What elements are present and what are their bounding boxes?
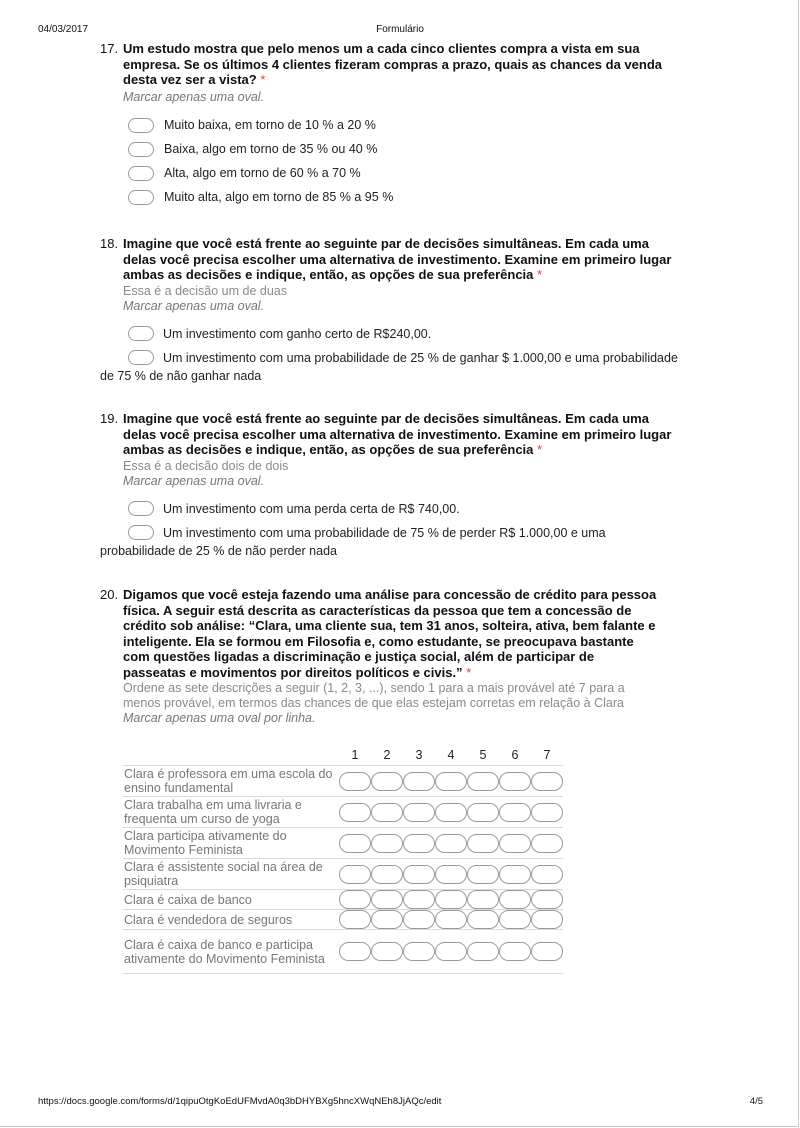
option-item[interactable]: Muito baixa, em torno de 10 % a 20 %: [123, 118, 680, 133]
radio-oval[interactable]: [128, 190, 154, 205]
option-item[interactable]: Muito alta, algo em torno de 85 % a 95 %: [123, 190, 680, 205]
page-url: https://docs.google.com/forms/d/1qipuOtgKoEdUFMvdA0q3bDHYBXg5hncXWqNEh8JjAQc/edit: [38, 1096, 442, 1107]
radio-oval[interactable]: [128, 142, 154, 157]
column-header: 5: [479, 748, 487, 762]
grid-row: [123, 797, 563, 828]
grid-row: [123, 859, 563, 890]
column-header: 6: [511, 748, 519, 762]
radio-oval[interactable]: [403, 890, 435, 909]
radio-oval[interactable]: [403, 834, 435, 853]
radio-oval[interactable]: [531, 772, 563, 791]
radio-oval[interactable]: [531, 910, 563, 929]
row-label: Clara é caixa de banco: [123, 890, 339, 910]
radio-oval[interactable]: [531, 890, 563, 909]
radio-oval[interactable]: [403, 803, 435, 822]
question-number: 20.: [100, 587, 119, 602]
question-number: 18.: [100, 236, 119, 251]
page-number: 4/5: [749, 1096, 763, 1107]
grid-row: [123, 910, 563, 930]
radio-oval[interactable]: [128, 118, 154, 133]
question-help-text: Ordene as sete descrições a seguir (1, 2, 3, ...), sendo 1 para a mais provável até 7 para a menos provável, em termos das chances de que elas estejam corretas em relação à Clara: [123, 681, 625, 710]
print-date: 04/03/2017: [38, 24, 89, 35]
choice-grid: [123, 745, 563, 974]
option-item[interactable]: Um investimento com uma probabilidade de 25 % de ganhar $ 1.000,00 e uma probabilidade de 75 % de não ganhar nada: [100, 350, 678, 383]
row-label: Clara é vendedora de seguros: [123, 910, 339, 930]
question-hint: Marcar apenas uma oval.: [123, 89, 265, 104]
radio-oval[interactable]: [467, 834, 499, 853]
radio-oval[interactable]: [403, 865, 435, 884]
radio-oval[interactable]: [531, 803, 563, 822]
question-17: [100, 41, 680, 214]
required-asterisk: *: [537, 267, 543, 282]
radio-oval[interactable]: [403, 910, 435, 929]
radio-oval[interactable]: [339, 910, 371, 929]
required-asterisk: *: [537, 442, 543, 457]
question-20: [100, 587, 660, 726]
grid-row: [123, 930, 563, 974]
column-header: 1: [351, 748, 359, 762]
question-hint: Marcar apenas uma oval.: [123, 298, 265, 313]
column-header: 3: [415, 748, 423, 762]
radio-oval[interactable]: [499, 910, 531, 929]
radio-oval[interactable]: [371, 834, 403, 853]
option-item[interactable]: Um investimento com uma probabilidade de 75 % de perder R$ 1.000,00 e uma probabilidade de 25 % de não perder nada: [100, 525, 606, 558]
radio-oval[interactable]: [531, 942, 563, 961]
question-help-text: Essa é a decisão dois de dois: [123, 458, 289, 473]
radio-oval[interactable]: [467, 772, 499, 791]
radio-oval[interactable]: [499, 942, 531, 961]
radio-oval[interactable]: [435, 834, 467, 853]
radio-oval[interactable]: [339, 942, 371, 961]
radio-oval[interactable]: [371, 803, 403, 822]
row-label: Clara é assistente social na área de psiquiatra: [123, 859, 339, 890]
question-hint: Marcar apenas uma oval por linha.: [123, 711, 316, 725]
radio-oval[interactable]: [435, 803, 467, 822]
required-asterisk: *: [466, 664, 472, 680]
radio-oval[interactable]: [339, 890, 371, 909]
radio-oval[interactable]: [371, 942, 403, 961]
page-title: Formulário: [376, 24, 424, 35]
option-item[interactable]: Um investimento com uma perda certa de R$ 740,00.: [100, 500, 680, 518]
grid-row: [123, 890, 563, 910]
radio-oval[interactable]: [467, 865, 499, 884]
radio-oval[interactable]: [499, 803, 531, 822]
radio-oval[interactable]: [499, 890, 531, 909]
radio-oval[interactable]: [467, 942, 499, 961]
radio-oval[interactable]: [371, 890, 403, 909]
radio-oval[interactable]: [435, 890, 467, 909]
radio-oval[interactable]: [499, 772, 531, 791]
radio-oval[interactable]: [531, 865, 563, 884]
radio-oval[interactable]: [128, 326, 154, 341]
radio-oval[interactable]: [467, 910, 499, 929]
radio-oval[interactable]: [128, 350, 154, 365]
row-label: Clara participa ativamente do Movimento Feminista: [123, 828, 339, 859]
radio-oval[interactable]: [339, 865, 371, 884]
column-header: 7: [543, 748, 551, 762]
radio-oval[interactable]: [499, 865, 531, 884]
radio-oval[interactable]: [128, 525, 154, 540]
question-number: 17.: [100, 41, 119, 56]
radio-oval[interactable]: [531, 834, 563, 853]
radio-oval[interactable]: [371, 910, 403, 929]
radio-oval[interactable]: [339, 834, 371, 853]
column-header: 4: [447, 748, 455, 762]
grid-row: [123, 828, 563, 859]
option-item[interactable]: Um investimento com ganho certo de R$240,00.: [100, 325, 680, 343]
option-item[interactable]: Baixa, algo em torno de 35 % ou 40 %: [123, 142, 680, 157]
radio-oval[interactable]: [339, 772, 371, 791]
question-19: [100, 411, 680, 566]
radio-oval[interactable]: [128, 166, 154, 181]
question-title: 19. Imagine que você está frente ao seguinte par de decisões simultâneas. Em cada uma delas você precisa escolher uma alternativa de investimento. Examine em primeiro lugar ambas as decisões e indique, então, as opções de sua preferência *: [100, 411, 672, 457]
column-header: 2: [383, 748, 391, 762]
option-item[interactable]: Alta, algo em torno de 60 % a 70 %: [123, 166, 680, 181]
question-help-text: Essa é a decisão um de duas: [123, 283, 287, 298]
radio-oval[interactable]: [435, 772, 467, 791]
radio-oval[interactable]: [371, 865, 403, 884]
radio-oval[interactable]: [435, 942, 467, 961]
question-18: [100, 236, 680, 391]
row-label: Clara é caixa de banco e participa ativamente do Movimento Feminista: [123, 930, 339, 974]
radio-oval[interactable]: [403, 942, 435, 961]
radio-oval[interactable]: [467, 890, 499, 909]
question-hint: Marcar apenas uma oval.: [123, 473, 265, 488]
question-title: 20. Digamos que você esteja fazendo uma análise para concessão de crédito para pessoa física. A seguir está descrita as características da pessoa que tem a concessão de crédito sob análise: “Clara, uma cliente sua, tem 31 anos, solteira, ativa, bem falante e inteligente. Ela se formou em Filosofia e, como estudante, se preocupava bastante com questões ligadas a discriminação e justiça social, além de participar de passeatas e movimentos por direitos políticos e civis.” *: [100, 587, 657, 680]
grid-header-row: [123, 745, 563, 766]
question-title: 18. Imagine que você está frente ao seguinte par de decisões simultâneas. Em cada uma delas você precisa escolher uma alternativa de investimento. Examine em primeiro lugar ambas as decisões e indique, então, as opções de sua preferência *: [100, 236, 672, 282]
radio-oval[interactable]: [128, 501, 154, 516]
required-asterisk: *: [260, 72, 266, 87]
radio-oval[interactable]: [339, 803, 371, 822]
question-title: 17. Um estudo mostra que pelo menos um a cada cinco clientes compra a vista em sua empresa. Se os últimos 4 clientes fizeram compras a prazo, quais as chances da venda desta vez ser a vista? *: [100, 41, 663, 87]
grid-row: [123, 766, 563, 797]
radio-oval[interactable]: [499, 834, 531, 853]
radio-oval[interactable]: [435, 910, 467, 929]
radio-oval[interactable]: [403, 772, 435, 791]
row-label: Clara trabalha em uma livraria e frequenta um curso de yoga: [123, 797, 339, 828]
radio-oval[interactable]: [435, 865, 467, 884]
question-number: 19.: [100, 411, 119, 426]
radio-oval[interactable]: [467, 803, 499, 822]
row-label: Clara é professora em uma escola do ensino fundamental: [123, 766, 339, 797]
radio-oval[interactable]: [371, 772, 403, 791]
